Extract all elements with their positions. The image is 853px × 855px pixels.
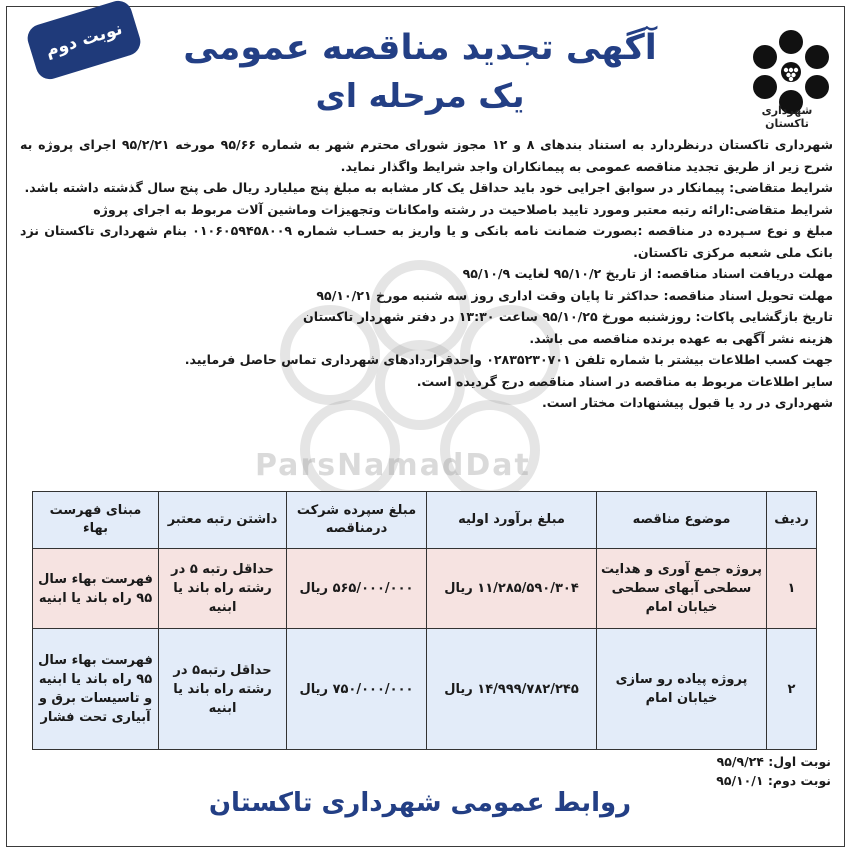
paragraph-condition-1: شرایط متقاضی: پیمانکار در سوابق اجرایی خود باید حداقل یک کار مشابه به مبلغ پنج میلیارد ریال طی پنج سال گذشته داشته باشد. — [24, 180, 833, 195]
cell-row-number: ۲ — [767, 629, 817, 750]
announcement-subtitle: یک مرحله ای — [315, 76, 525, 115]
cell-subject: پروژه پیاده رو سازی خیابان امام — [597, 629, 767, 750]
header-rank: داشتن رتبه معتبر — [159, 492, 287, 549]
paragraph-rights: شهرداری در رد یا قبول پیشنهادات مختار است. — [541, 395, 833, 410]
notice-round-badge: نوبت دوم — [24, 0, 144, 83]
paragraph-receive-deadline: مهلت دریافت اسناد مناقصه: از تاریخ ۹۵/۱۰/۲ لغایت ۹۵/۱۰/۹ — [462, 266, 833, 281]
cell-deposit: ۷۵۰/۰۰۰/۰۰۰ ریال — [287, 629, 427, 750]
table-header-row — [33, 492, 817, 549]
paragraph-deposit: مبلغ و نوع سـپرده در مناقصه :بصورت ضمانت نامه بانکی و یا واریز به حسـاب شماره ۰۱۰۶۰۵۹۴۵۸۰۰۹ بنام شهرداری تاکستان نزد بانک ملی شعبه مرکزی تاکستان. — [20, 223, 833, 260]
logo-caption: شهرداری تاکستان — [761, 104, 813, 130]
header-price-list: مبنای فهرست بهاء — [33, 492, 159, 549]
cell-estimate: ۱۱/۲۸۵/۵۹۰/۳۰۴ ریال — [427, 549, 597, 629]
header-row-number: ردیف — [767, 492, 817, 549]
cell-rank: حداقل رتبه۵ در رشته راه باند یا ابنیه — [159, 629, 287, 750]
cell-subject: پروژه جمع آوری و هدایت سطحی آبهای سطحی خیابان امام — [597, 549, 767, 629]
publication-dates — [716, 752, 831, 790]
header-deposit: مبلغ سپرده شرکت درمناقصه — [287, 492, 427, 549]
tender-table — [32, 491, 817, 750]
cell-row-number: ۱ — [767, 549, 817, 629]
paragraph-publishing-cost: هزینه نشر آگهی به عهده برنده مناقصه می باشد. — [529, 330, 833, 346]
header-subject: موضوع مناقصه — [597, 492, 767, 549]
table-row — [33, 549, 817, 629]
cell-price-list: فهرست بهاء سال ۹۵ راه باند یا ابنیه و تاسیسات برق و آبیاری تحت فشار — [33, 629, 159, 750]
announcement-body — [20, 134, 833, 414]
paragraph-condition-2: شرایط متقاضی:ارائه رتبه معتبر ومورد تایید باصلاحیت در رشته وامکانات وتجهیزات وماشین آلات مربوط به اجرای پروژه — [93, 201, 833, 217]
cell-estimate: ۱۴/۹۹۹/۷۸۲/۲۴۵ ریال — [427, 629, 597, 750]
header-estimate: مبلغ برآورد اولیه — [427, 492, 597, 549]
paragraph-other-info: سایر اطلاعات مربوط به مناقصه در اسناد مناقصه درج گردیده است. — [416, 373, 833, 389]
paragraph-opening-date: تاریخ بازگشایی پاکات: روزشنبه مورخ ۹۵/۱۰/۲۵ ساعت ۱۳:۳۰ در دفتر شهردار تاکستان — [302, 309, 833, 324]
announcement-title: آگهی تجدید مناقصه عمومی — [183, 28, 657, 68]
paragraph-intro: شهرداری تاکستان درنظردارد به استناد بندهای ۸ و ۱۲ مجوز شورای محترم شهر به شماره ۹۵/۶۶ مورخه ۹۵/۲/۲۱ اجرای پروژه به شرح زیر از طریق تجدید مناقصه عمومی به پیمانکاران واجد شرایط واگذار نماید. — [20, 137, 833, 174]
watermark-text: ParsNamadDat — [255, 448, 531, 483]
paragraph-delivery-deadline: مهلت تحویل اسناد مناقصه: حداکثر تا پایان وقت اداری روز سه شنبه مورخ ۹۵/۱۰/۲۱ — [316, 287, 833, 303]
paragraph-contact: جهت کسب اطلاعات بیشتر با شماره تلفن ۰۲۸۳۵۲۳۰۷۰۱ واحدقراردادهای شهرداری تماس حاصل فرمایید. — [184, 352, 833, 367]
table-row — [33, 629, 817, 750]
cell-price-list: فهرست بهاء سال ۹۵ راه باند یا ابنیه — [33, 549, 159, 629]
footer-signature: روابط عمومی شهرداری تاکستان — [208, 788, 632, 818]
second-publication-date: نوبت دوم: ۹۵/۱۰/۱ — [716, 773, 831, 788]
cell-deposit: ۵۶۵/۰۰۰/۰۰۰ ریال — [287, 549, 427, 629]
first-publication-date: نوبت اول: ۹۵/۹/۲۴ — [716, 754, 831, 769]
cell-rank: حداقل رتبه ۵ در رشته راه باند یا ابنیه — [159, 549, 287, 629]
